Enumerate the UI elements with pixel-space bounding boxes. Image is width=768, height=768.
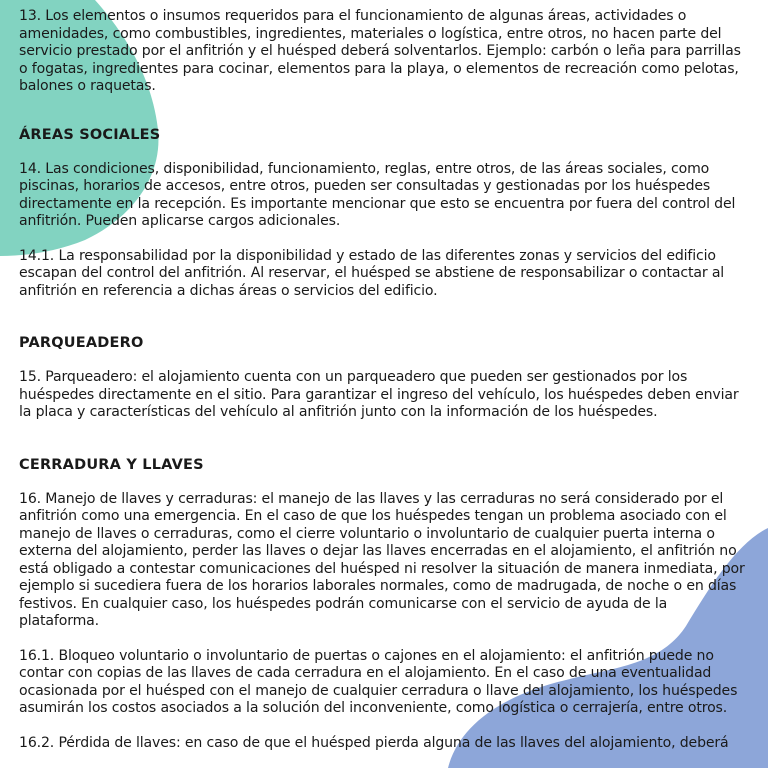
heading-cerradura-y-llaves: CERRADURA Y LLAVES	[19, 456, 204, 473]
paragraph-16-1: 16.1. Bloqueo voluntario o involuntario de puertas o cajones en el alojamiento: el anfitrión puede no contar con copias de las llaves de cada cerradura en el alojamiento. En el caso de una eventualidad ocasionada por el huésped con el manejo de cualquier cerradura o llave del alojamiento, los huéspedes asumirán los costos asociados a la solución del inconveniente, como logística o cerrajería, entre otros.	[19, 647, 738, 716]
paragraph-16-2: 16.2. Pérdida de llaves: en caso de que el huésped pierda alguna de las llaves del alojamiento, deberá	[19, 734, 729, 751]
heading-parqueadero: PARQUEADERO	[19, 335, 144, 351]
paragraph-13: 13. Los elementos o insumos requeridos para el funcionamiento de algunas áreas, actividades o amenidades, como combustibles, ingredientes, materiales o logística, entre otros, no hacen parte del servicio prestado por el anfitrión y el huésped deberá solventarlos. Ejemplo: carbón o leña para parrillas o fogatas, ingredientes para cocinar, elementos para la playa, o elementos de recreación como pelotas, balones o raquetas.	[19, 8, 741, 94]
paragraph-15: 15. Parqueadero: el alojamiento cuenta con un parqueadero que pueden ser gestionados por los huéspedes directamente en el sitio. Para garantizar el ingreso del vehículo, los huéspedes deben enviar la placa y características del vehículo al anfitrión junto con la información de los huéspedes.	[19, 369, 739, 420]
heading-areas-sociales: ÁREAS SOCIALES	[19, 126, 161, 143]
document-body	[19, 8, 751, 752]
paragraph-14: 14. Las condiciones, disponibilidad, funcionamiento, reglas, entre otros, de las áreas sociales, como piscinas, horarios de accesos, entre otros, pueden ser consultadas y gestionadas por los huéspedes directamente en la recepción. Es importante mencionar que esto se encuentra por fuera del control del anfitrión. Pueden aplicarse cargos adicionales.	[19, 160, 736, 229]
paragraph-16: 16. Manejo de llaves y cerraduras: el manejo de las llaves y las cerraduras no será considerado por el anfitrión como una emergencia. En el caso de que los huéspedes tengan un problema asociado con el manejo de llaves o cerraduras, como el cierre voluntario o involuntario de cualquier puerta interna o externa del alojamiento, perder las llaves o dejar las llaves encerradas en el alojamiento, el anfitrión no está obligado a contestar comunicaciones del huésped ni resolver la situación de manera inmediata, por ejemplo si sucediera fuera de los horarios laborales normales, como de madrugada, de noche o en días festivos. En cualquier caso, los huéspedes podrán comunicarse con el servicio de ayuda de la plataforma.	[19, 490, 745, 629]
paragraph-14-1: 14.1. La responsabilidad por la disponibilidad y estado de las diferentes zonas y servicios del edificio escapan del control del anfitrión. Al reservar, el huésped se abstiene de responsabilizar o contactar al anfitrión en referencia a dichas áreas o servicios del edificio.	[19, 247, 725, 299]
